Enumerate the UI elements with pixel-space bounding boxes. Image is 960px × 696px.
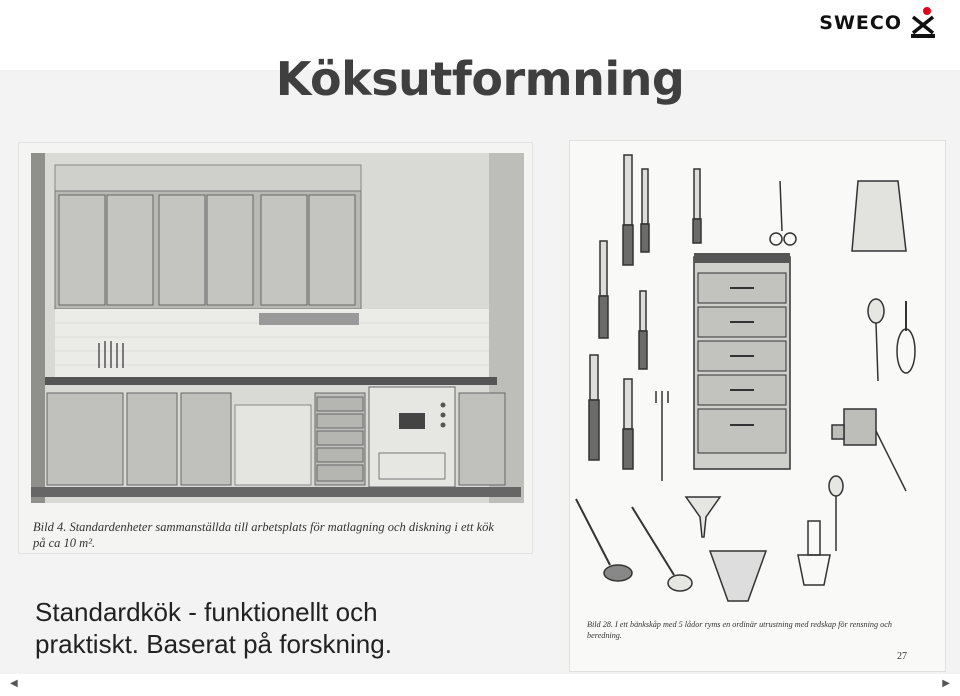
right-caption-line2: beredning. <box>587 631 622 640</box>
right-image-caption <box>587 619 932 641</box>
logo-text: SWECO <box>819 12 902 34</box>
page-number: 27 <box>897 651 907 662</box>
right-caption-line1: Bild 28. I ett bänkskåp med 5 lådor ryms en ordinär utrustning med redskap för rensning och <box>587 620 892 629</box>
kitchen-photo <box>18 142 533 554</box>
subtitle-line2: praktiskt. Baserat på forskning. <box>35 629 392 659</box>
left-caption-line2: på ca 10 m². <box>33 536 96 550</box>
utensils-illustration <box>569 140 946 672</box>
previous-slide-icon[interactable]: ◀ <box>10 678 18 689</box>
utensils-drawing <box>570 141 946 611</box>
slide-title: Köksutformning <box>275 52 685 106</box>
kitchen-illustration <box>19 143 533 513</box>
next-slide-icon[interactable]: ▶ <box>942 678 950 689</box>
sweco-figure-icon <box>908 6 938 40</box>
slide-subtitle <box>35 596 392 660</box>
left-caption-line1: Bild 4. Standardenheter sammanställda till arbetsplats för matlagning och diskning i ett kök <box>33 520 494 534</box>
subtitle-line1: Standardkök - funktionellt och <box>35 597 378 627</box>
sweco-logo <box>819 6 938 40</box>
left-image-caption <box>33 519 523 551</box>
